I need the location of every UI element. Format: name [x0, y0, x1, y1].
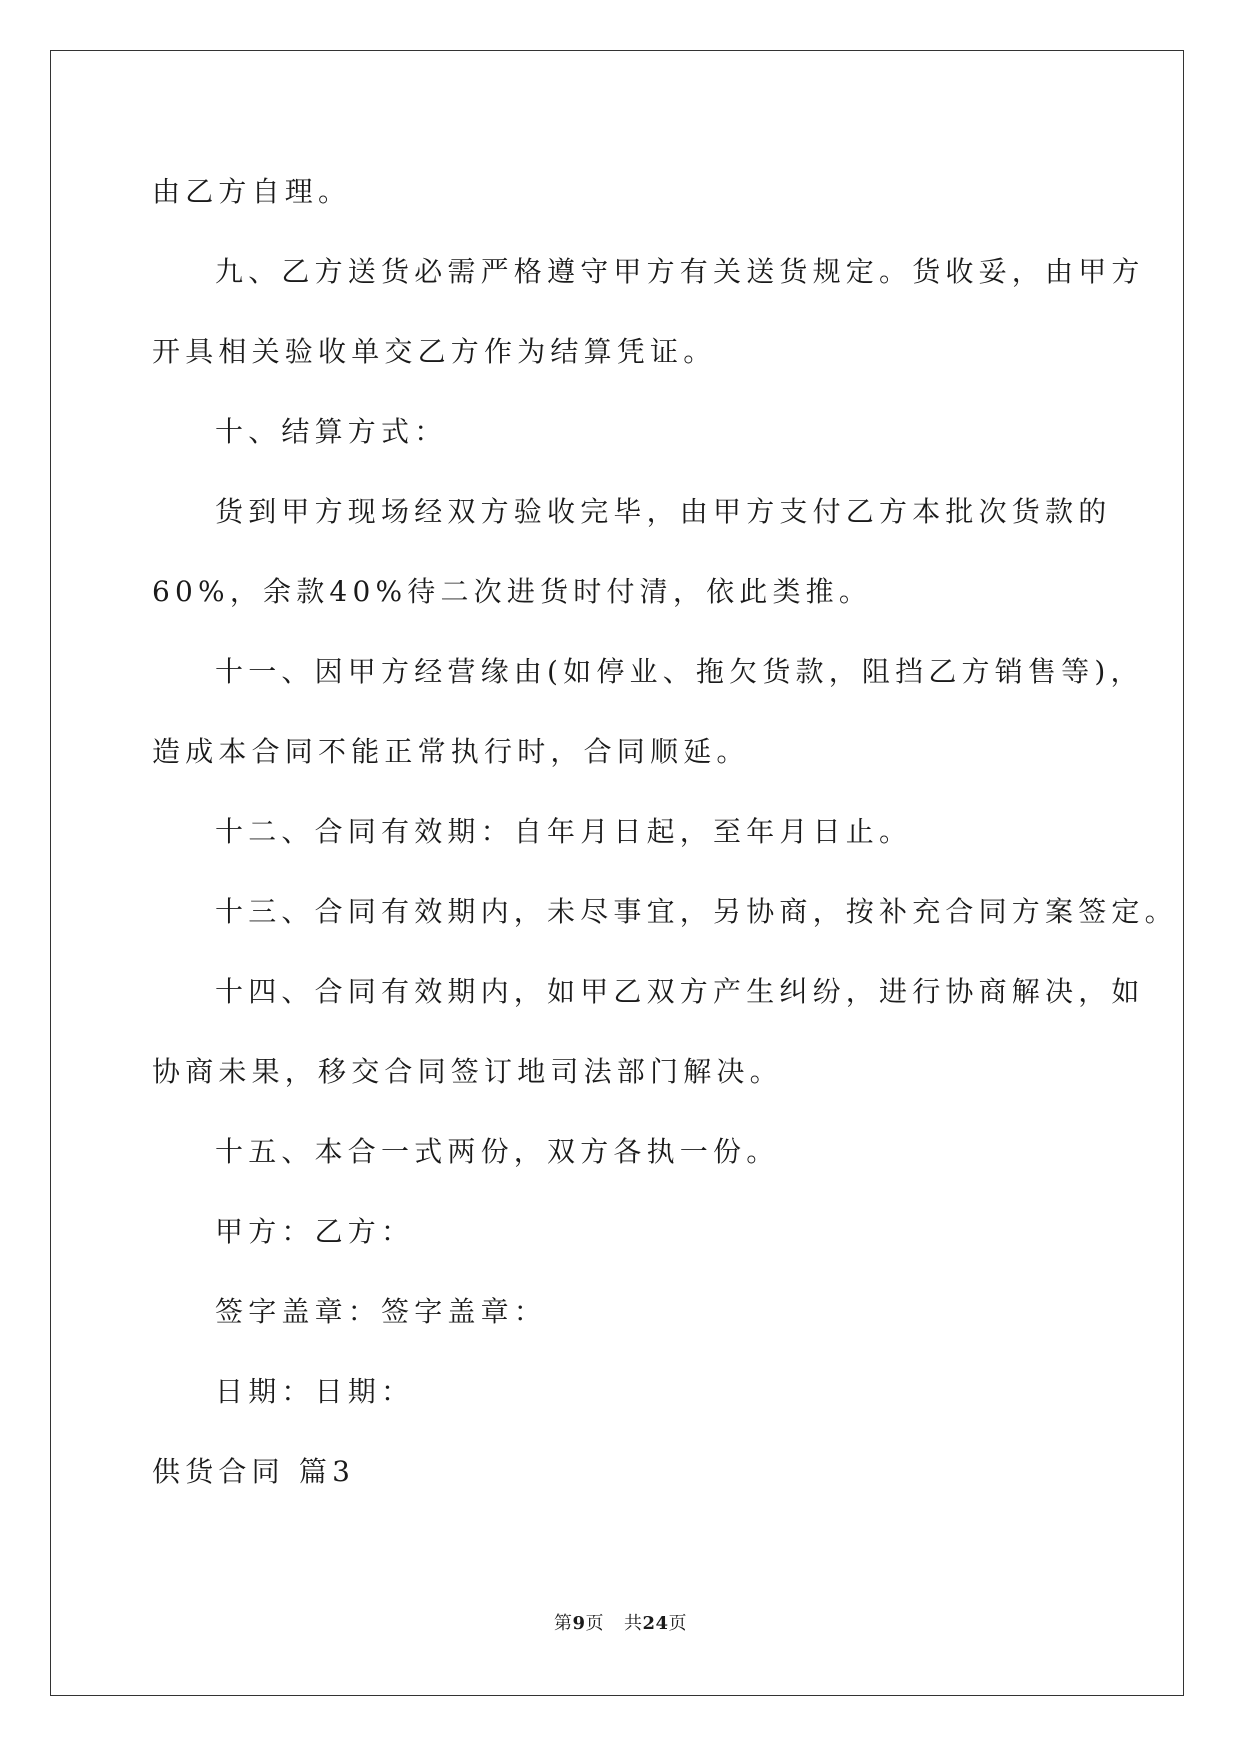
- clause-15: 十五、本合一式两份，双方各执一份。: [215, 1135, 780, 1168]
- clause-11-line-2: 造成本合同不能正常执行时，合同顺延。: [152, 735, 750, 768]
- page-footer: [0, 1612, 1241, 1636]
- page-total: 24: [642, 1613, 669, 1634]
- page-prefix: 第: [553, 1613, 573, 1634]
- clause-12: 十二、合同有效期：自年月日起，至年月日止。: [215, 815, 913, 848]
- page-current: 9: [572, 1613, 586, 1634]
- section-heading: 供货合同 篇3: [152, 1455, 356, 1488]
- clause-10-line-2: 60%，余款40%待二次进货时付清，依此类推。: [152, 575, 873, 608]
- clause-14-line-2: 协商未果，移交合同签订地司法部门解决。: [152, 1055, 783, 1088]
- signature-line: 签字盖章：签字盖章：: [215, 1295, 548, 1328]
- paragraph-line: 由乙方自理。: [152, 175, 352, 208]
- page-border: [50, 50, 1184, 1696]
- clause-14-line-1: 十四、合同有效期内，如甲乙双方产生纠纷，进行协商解决，如: [215, 975, 1145, 1008]
- date-line: 日期：日期：: [215, 1375, 415, 1408]
- page-suffix: 页: [585, 1613, 604, 1634]
- total-suffix: 页: [668, 1613, 688, 1634]
- clause-11-line-1: 十一、因甲方经营缘由(如停业、拖欠货款，阻挡乙方销售等)，: [215, 655, 1144, 688]
- clause-13: 十三、合同有效期内，未尽事宜，另协商，按补充合同方案签定。: [215, 895, 1178, 928]
- clause-10-line-1: 货到甲方现场经双方验收完毕，由甲方支付乙方本批次货款的: [215, 495, 1112, 528]
- clause-10-heading: 十、结算方式：: [215, 415, 448, 448]
- party-line: 甲方：乙方：: [215, 1215, 415, 1248]
- clause-9-line-1: 九、乙方送货必需严格遵守甲方有关送货规定。货收妥，由甲方: [215, 255, 1145, 288]
- total-prefix: 共: [623, 1613, 643, 1634]
- clause-9-line-2: 开具相关验收单交乙方作为结算凭证。: [152, 335, 717, 368]
